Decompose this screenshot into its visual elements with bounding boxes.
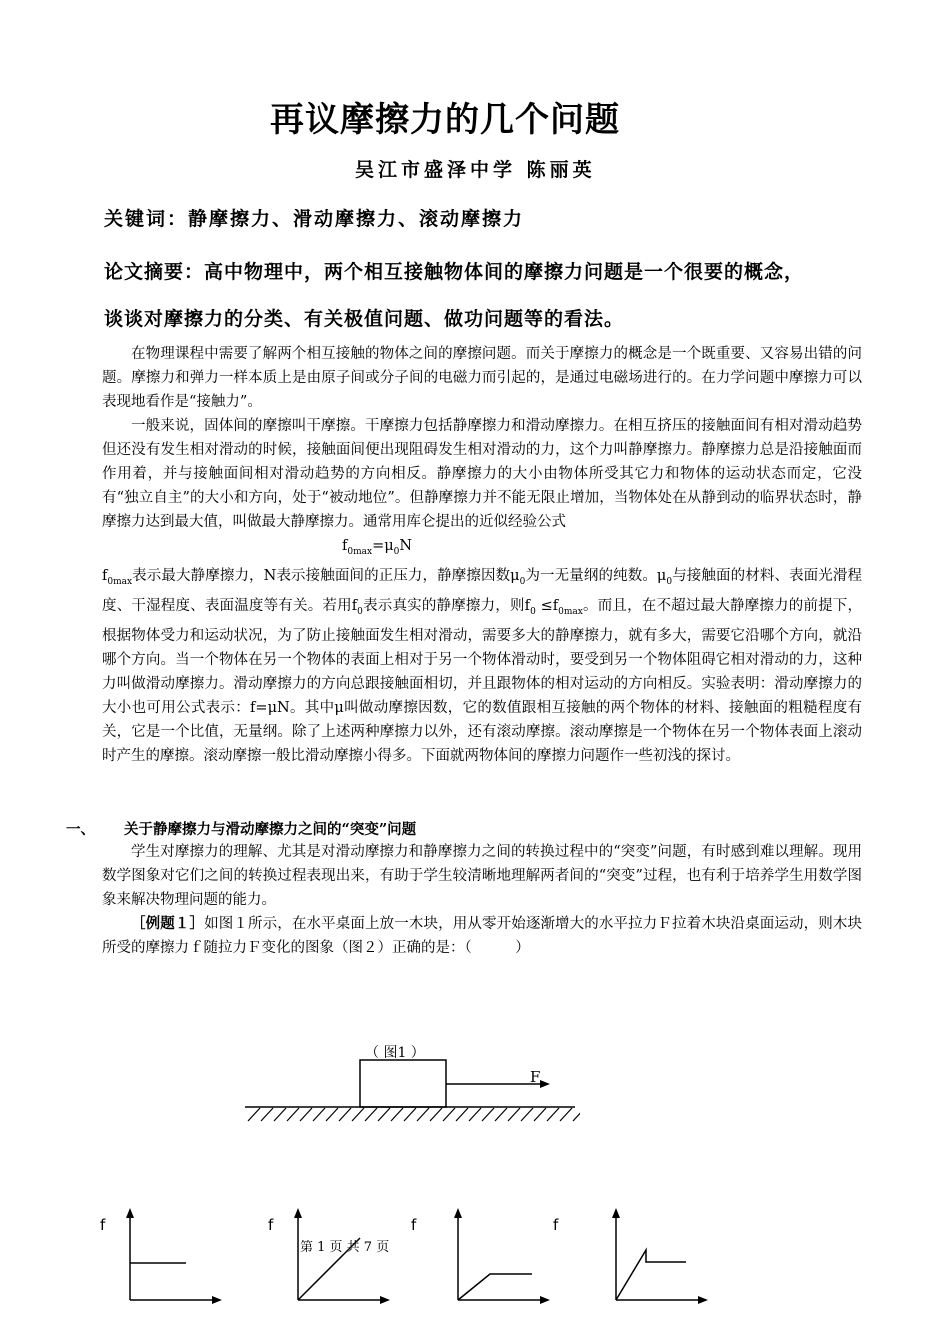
hatch-line [261,1108,273,1121]
hatch-line [313,1108,325,1121]
hatch-line [469,1108,481,1121]
paragraph-1: 在物理课程中需要了解两个相互接触的物体之间的摩擦问题。而关于摩擦力的概念是一个既重要、又容易出错的问题。摩擦力和弹力一样本质上是由原子间或分子间的电磁力而引起的，是通过电磁场进行的。在力学问题中摩擦力可以表现地看作是“接触力”。 [102,346,862,410]
hatch-line [378,1108,390,1121]
hatch-line [482,1108,494,1121]
x-arrow-icon [212,1296,222,1304]
hatch-line [430,1108,442,1121]
graph-c-axis-label: f [411,1216,417,1234]
graph-a-axis-label: f [100,1216,106,1234]
paragraph-4: 学生对摩擦力的理解、尤其是对滑动摩擦力和静摩擦力之间的转换过程中的“突变”问题，有时感到难以理解。现用数学图象对它们之间的转换过程表现出来，有助于学生较清晰地理解两者间的“突变”过程，也有利于培养学生用数学图象来解决物理问题的能力。 [102,844,862,908]
figure-1-caption: （ 图1 ） [365,1045,425,1061]
hatch-line [287,1108,299,1121]
keywords: 关键词：静摩擦力、滑动摩擦力、滚动摩擦力 [104,208,525,230]
y-arrow-icon [126,1208,134,1218]
hatch-line [391,1108,403,1121]
graph-d [604,1208,714,1308]
section-number: 一、 [66,821,95,838]
paragraph-2: 一般来说，固体间的摩擦叫干摩擦。干摩擦力包括静摩擦力和滑动摩擦力。在相互挤压的接触面间有相对滑动趋势但还没有发生相对滑动的时候，接触面间便出现阻碍发生相对滑动的力，这个力叫静摩擦力。静摩擦力总是沿接触面而作用着，并与接触面间相对滑动趋势的方向相反。静摩擦力的大小由物体所受其它力和物体的运动状态而定，它没有“独立自主”的大小和方向，处于“被动地位”。但静摩擦力并不能无限止增加，当物体处在从静到动的临界状态时，静摩擦力达到最大值，叫做最大静摩擦力。通常用库仑提出的近似经验公式 [102,418,862,530]
hatch-line [300,1108,312,1121]
wood-block [360,1060,446,1107]
hatch-line [404,1108,416,1121]
y-arrow-icon [454,1208,462,1218]
hatch-line [573,1108,580,1121]
graph-a [118,1208,228,1308]
example-1 [102,912,862,960]
hatch-line [456,1108,468,1121]
body-text [102,342,862,768]
abstract-line-1: 论文摘要：高中物理中，两个相互接触物体间的摩擦力问题是一个很要的概念， [104,261,805,283]
section-body [102,840,862,960]
table-hatching [248,1108,580,1121]
hatch-line [326,1108,338,1121]
hatch-line [274,1108,286,1121]
paragraph-3: $f_{0max}$表示最大静摩擦力，N表示接触面间的正压力，静摩擦因数$\mu_0$为一无量纲的纯数。$\mu_0$与接触面的材料、表面光滑程度、干湿程度、表面温度等有关。若用$f_0$表示真实的静摩擦力，则$f_0 \le f_{0max}$。而且，在不超过最大静摩擦力的前提下，根据物体受力和运动状况，为了防止接触面发生相对滑动，需要多大的静摩擦力，就有多大，需要它沿哪个方向，就沿哪个方向。当一个物体在另一个物体的表面上相对于另一个物体滑动时，要受到另一个物体阻碍它相对滑动的力，这种力叫做滑动摩擦力。滑动摩擦力的方向总跟接触面相切，并且跟物体的相对运动的方向相反。实验表明：滑动摩擦力的大小也可用公式表示：f=μN。其中μ叫做动摩擦因数，它的数值跟相互接触的两个物体的材料、接触面的粗糙程度有关，它是一个比值，无量纲。除了上述两种摩擦力以外，还有滚动摩擦。滚动摩擦是一个物体在另一个物体表面上滚动时产生的摩擦。滚动摩擦一般比滑动摩擦小得多。下面就两物体间的摩擦力问题作一些初浅的探讨。 [102,567,862,764]
y-arrow-icon [294,1208,302,1218]
hatch-line [443,1108,455,1121]
x-arrow-icon [698,1296,708,1304]
hatch-line [339,1108,351,1121]
abstract-line-2: 谈谈对摩擦力的分类、有关极值问题、做功问题等的看法。 [104,308,625,330]
graph-c-curve [458,1274,532,1300]
x-arrow-icon [540,1296,550,1304]
section-title: 关于静摩擦力与滑动摩擦力之间的“突变”问题 [124,821,417,838]
graph-d-axis-label: f [553,1216,559,1234]
graph-d-curve [616,1250,686,1300]
hatch-line [547,1108,559,1121]
graph-b [286,1208,396,1308]
hatch-line [352,1108,364,1121]
y-arrow-icon [612,1208,620,1218]
page-footer: 第 1 页 共 7 页 [300,1240,390,1255]
force-label: F [530,1068,541,1086]
hatch-line [248,1108,260,1121]
hatch-line [495,1108,507,1121]
hatch-line [417,1108,429,1121]
figure-1-diagram [240,1055,580,1130]
author-line: 吴江市盛泽中学 陈丽英 [355,159,596,181]
graph-b-axis-label: f [268,1216,274,1234]
hatch-line [508,1108,520,1121]
formula: $f_{0max}=\mu_0N$ [342,538,413,557]
example-text: 如图１所示，在水平桌面上放一木块，用从零开始逐渐增大的水平拉力Ｆ拉着木块沿桌面运动，则木块所受的摩擦力ｆ随拉力Ｆ变化的图象（图２）正确的是：（ ） [102,916,863,956]
graph-c [446,1208,559,1308]
hatch-line [534,1108,546,1121]
hatch-line [365,1108,377,1121]
force-arrowhead [540,1080,550,1088]
x-arrow-icon [380,1296,390,1304]
hatch-line [521,1108,533,1121]
page-title: 再议摩擦力的几个问题 [270,100,620,140]
hatch-line [560,1108,572,1121]
example-label: ［例题１］ [131,915,205,932]
